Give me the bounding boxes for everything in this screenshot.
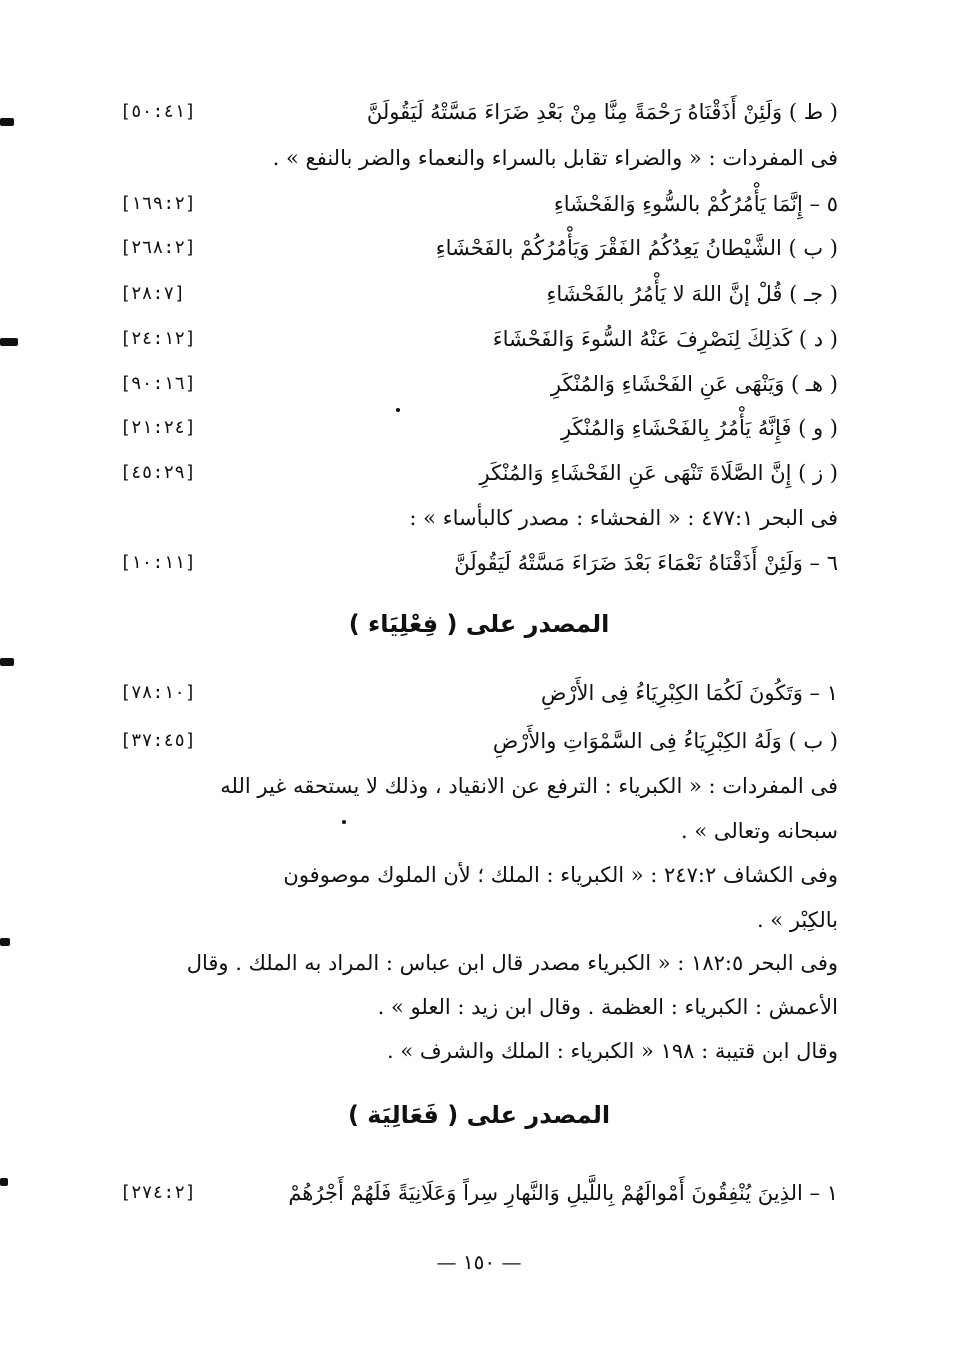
margin-mark — [0, 338, 18, 346]
prose-line: وقال ابن قتيبة : ١٩٨ « الكبرياء : الملك والشرف » . — [387, 1039, 838, 1063]
verse-text: ١ – وَتَكُونَ لَكُمَا الكِبْرِيَاءُ فِى الأَرْضِ — [541, 681, 838, 705]
verse-reference: [٣٧:٤٥] — [120, 730, 196, 751]
verse-text: ( ب ) وَلَهُ الكِبْرِيَاءُ فِى السَّمْوَاتِ والأَرْضِ — [492, 729, 838, 753]
margin-mark — [0, 938, 10, 946]
verse-text: ( ط ) وَلَئِنْ أَذَقْنَاهُ رَحْمَةً مِنَّا مِنْ بَعْدِ ضَرَاءَ مَسَّتْهُ لَيَقُولَنَّ — [366, 100, 838, 124]
verse-reference: [٧٨:١٠] — [120, 682, 196, 703]
margin-mark — [0, 1178, 8, 1186]
verse-text: ( و ) فَإِنَّهُ يَأْمُرُ بِالفَحْشَاءِ وَالمُنْكَرِ — [560, 416, 838, 440]
verse-reference: [١٦٩:٢] — [120, 193, 196, 214]
margin-mark — [0, 118, 14, 126]
prose-line: بالكِبْر » . — [756, 908, 838, 932]
verse-text: ( د ) كَذلِكَ لِنَصْرِفَ عَنْهُ السُّوءَ وَالفَحْشَاءَ — [492, 327, 838, 351]
verse-text: ٦ – وَلَئِنْ أَذَقْنَاهُ نَعْمَاءَ بَعْدَ ضَرَاءَ مَسَّتْهُ لَيَقُولَنَّ — [454, 551, 838, 575]
verse-reference: [٤٥:٢٩] — [120, 462, 196, 483]
section-heading: المصدر على ( فَعَالِيَة ) — [347, 1101, 611, 1129]
verse-text: ( ب ) الشَّيْطانُ يَعِدُكُمُ الفَقْرَ وَيَأْمُرُكُمْ بالفَحْشَاءِ — [435, 236, 838, 260]
prose-line: وفى الكشاف ٢٤٧:٢ : « الكبرياء : الملك ؛ لأن الملوك موصوفون — [283, 863, 838, 887]
prose-line: وفى البحر ١٨٢:٥ : « الكبرياء مصدر قال ابن عباس : المراد به الملك . وقال — [186, 951, 838, 975]
verse-reference: [١٠:١١] — [120, 552, 196, 573]
verse-text: ( ز ) إِنَّ الصَّلَاةَ تَنْهَى عَنِ الفَحْشَاءِ وَالمُنْكَرِ — [479, 461, 838, 485]
prose-line: سبحانه وتعالى » . — [681, 819, 838, 843]
verse-reference: [٢٦٨:٢] — [120, 237, 196, 258]
verse-text: ( هـ ) وَيَنْهَى عَنِ الفَحْشَاءِ وَالمُنْكَرِ — [550, 372, 838, 396]
prose-line: فى المفردات : « الكبرياء : الترفع عن الانقياد ، وذلك لا يستحقه غير الله — [220, 774, 838, 798]
margin-mark — [0, 658, 14, 666]
verse-reference: [٢٤:١٢] — [120, 328, 196, 349]
verse-reference: [٢١:٢٤] — [120, 417, 196, 438]
note-text: فى البحر ٤٧٧:١ : « الفحشاء : مصدر كالبأساء » : — [409, 506, 838, 530]
speck — [396, 408, 400, 412]
verse-text: ٥ – إِنَّمَا يَأْمُرُكُمْ بالسُّوءِ وَالفَحْشَاءِ — [553, 192, 838, 216]
verse-reference: [٢٧٤:٢] — [120, 1182, 196, 1203]
note-text: فى المفردات : « والضراء تقابل بالسراء والنعماء والضر بالنفع » . — [272, 146, 838, 170]
verse-reference: [٥٠:٤١] — [120, 101, 196, 122]
page-number: — ١٥٠ — — [436, 1250, 522, 1274]
verse-reference: [٩٠:١٦] — [120, 373, 196, 394]
section-heading: المصدر على ( فِعْلِيَاء ) — [348, 610, 610, 638]
verse-reference: [٢٨:٧] — [120, 283, 186, 304]
prose-line: الأعمش : الكبرياء : العظمة . وقال ابن زيد : العلو » . — [377, 995, 838, 1019]
verse-text: ( جـ ) قُلْ إنَّ اللهَ لا يَأْمُرُ بالفَحْشَاءِ — [546, 282, 838, 306]
verse-text: ١ – الذِينَ يُنْفِقُونَ أَمْوالَهُمْ بِاللَّيلِ وَالنَّهارِ سِراً وَعَلَانِيَةً فَلَهُمْ أَجْرُهُمْ — [288, 1181, 838, 1205]
